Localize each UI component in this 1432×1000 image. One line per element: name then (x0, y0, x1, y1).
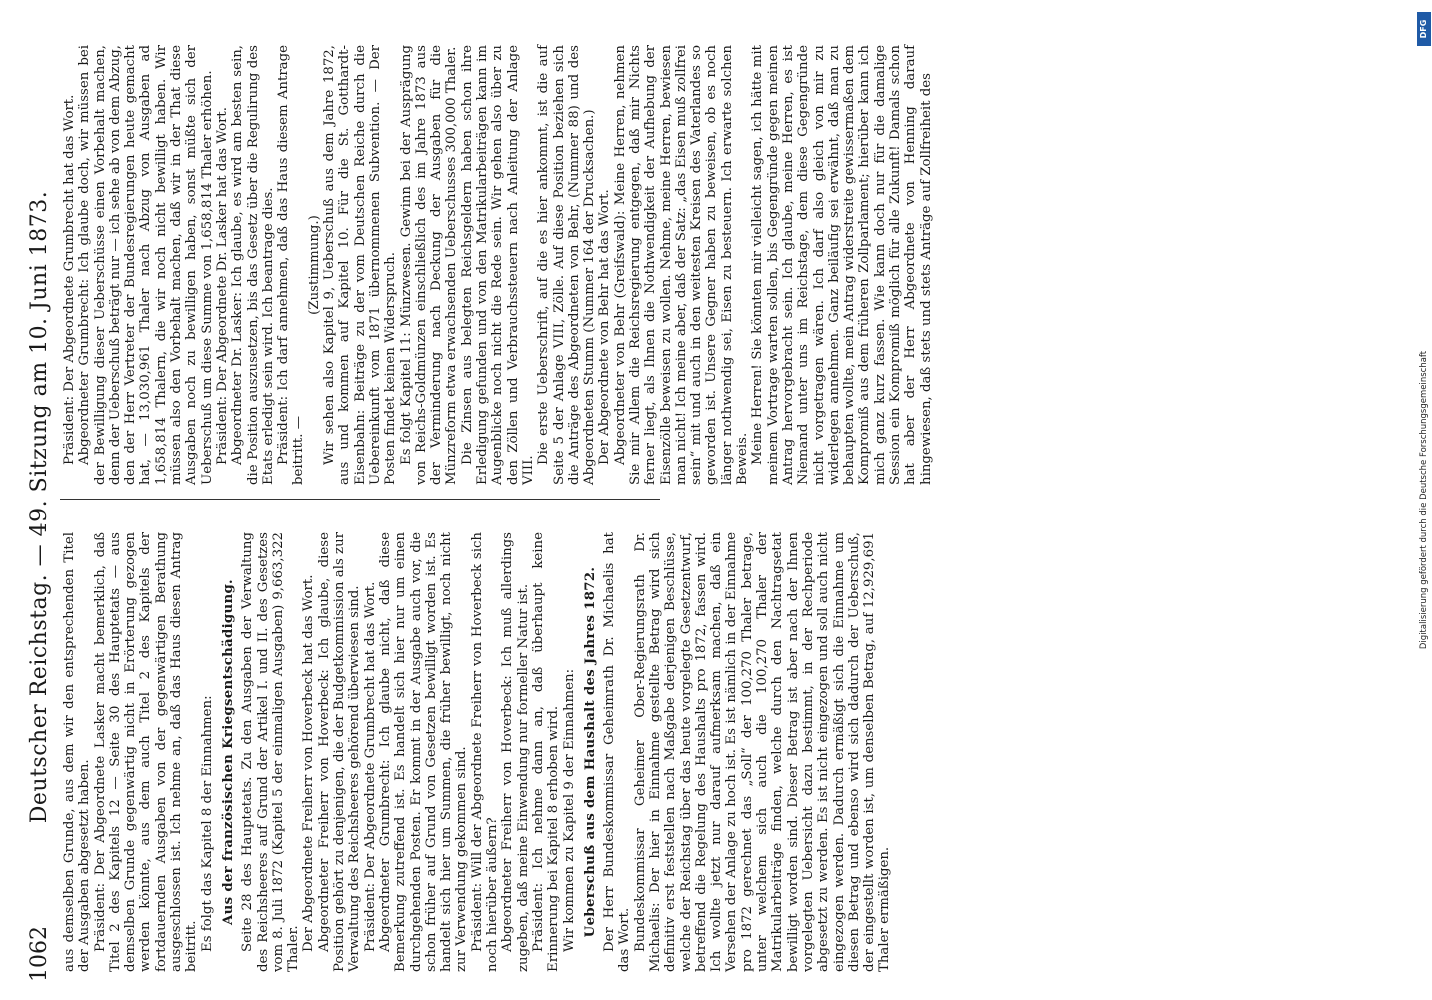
paragraph: Der Abgeordnete Freiherr von Hoverbeck hat das Wort. (301, 574, 317, 952)
paragraph: Seite 28 des Hauptetats. Zu den Ausgaben der Verwaltung des Reichsheeres auf Grund der Artikel I. und II. des Gesetzes vom 8. Juli 1872 (Kapitel 5 der einmaligen Ausgaben) 9,663,322 Thaler. (240, 532, 302, 972)
digitization-footer (1419, 0, 1432, 1000)
paragraph: Die Zinsen aus belegten Reichsgeldern haben schon ihre Erledigung gefunden und von den Matrikularbeiträgen kann im Augenblicke noch nicht die Rede sein. Wir gehen also über zu den Zöllen und Verbrauchssteuern nach Anleitung der Anlage VIII. (459, 45, 536, 485)
paragraph: aus demselben Grunde, aus dem wir den entsprechenden Titel der Ausgaben abgesetzt haben. (62, 532, 93, 972)
paragraph: Der Abgeordnete von Behr hat das Wort. (597, 189, 613, 465)
paragraph: Abgeordneter Grumbrecht: Ich glaube nicht, daß diese Bemerkung zutreffend ist. Es handelt sich hier nur um einen durchgehenden Posten. Er kommt in der Ausgabe auch vor, die schon früher auf Grund von Gesetzen bewilligt worden ist. Es handelt sich hier um Summen, die früher bewilligt, noch nicht zur Verwendung gekommen sind. (377, 532, 470, 972)
paragraph: Präsident: Der Abgeordnete Lasker macht bemerklich, daß Titel 2 des Kapitels 12 — Seite 30 des Hauptetats — aus demselben Grunde gegenwärtig nicht in Erörterung gezogen werden könnte, aus dem auch Titel 2 des Kapitels der fortdauernden Ausgaben von der gegenwärtigen Berathung ausgeschlossen ist. Ich nehme an, daß das Haus diesen Antrag beitritt. (92, 532, 200, 972)
dfg-logo (1417, 12, 1431, 46)
page-title: Deutscher Reichstag. — 49. Sitzung am 10. Juni 1873. (27, 190, 52, 824)
page-number: 1062 (27, 926, 52, 982)
paragraph: Wir kommen zu Kapitel 9 der Einnahmen: (561, 668, 577, 952)
paragraph: Präsident: Ich nehme dann an, daß überhaupt keine Erinnerung bei Kapitel 8 erhoben wird. (530, 532, 562, 972)
page-header (20, 32, 60, 982)
paragraph: Abgeordneter Dr. Lasker: Ich glaube, es wird am besten sein, die Position auszusetzen, bis das Gesetz über die Regulirung des Etats erledigt sein wird. Ich beantrage dies. (230, 45, 276, 485)
paragraph: Präsident: Ich darf annehmen, daß das Haus diesem Antrage beitritt. — (276, 45, 307, 485)
paragraph: Abgeordneter von Behr (Greifswald): Meine Herren, nehmen Sie mir Allem die Reichsregierung entgegen, daß mir Nichts ferner liegt, als Ihnen die Nothwendigkeit der Aufhebung der Eisenzölle beweisen zu wollen. Nehme, meine Herren, bewiesen man nicht! Ich meine aber, daß der Satz: „das Eisen muß zollfrei sein“ mit und auch in den weitesten Kreisen des Vaterlandes so geworden ist. Unsere Gegner haben zu beweisen, ob es noch länger nothwendig sei, Eisen zu besteuern. Ich erwarte solchen Beweis. (612, 45, 751, 485)
paragraph: Abgeordneter Freiherr von Hoverbeck: Ich glaube, diese Position gehört zu denjenigen, die der Budgetkommission als zur Verwaltung des Reichsheeres gehörend überwiesen sind. (316, 532, 363, 972)
paragraph: Es folgt das Kapitel 8 der Einnahmen: (199, 695, 215, 952)
section-heading: Ueberschuß aus dem Haushalt des Jahres 1872. (582, 566, 598, 938)
paragraph: Meine Herren! Sie könnten mir vielleicht sagen, ich hätte mit meinem Vortrage warten sollen, bis Gegengründe gegen meinen Antrag hervorgebracht sein. Ich glaube, meine Herren, es ist Niemand unter uns im Reichstage, dem diese Gegengründe nicht vorgetragen wären. Ich darf also gleich von mir zu widerlegen annehmen. Ganz beiläufig sei erwähnt, daß man zu behaupten wollte, mein Antrag widerstreite gewissermaßen dem Kompromiß aus dem früheren Zollparlament; hierüber kann ich mich ganz kurz fassen. Wie kann doch nur für die damalige Session ein Kompromiß möglich für alle Zukunft! Damals schon hat aber der Herr Abgeordnete von Henning darauf hingewiesen, daß stets und stets Anträge auf Zollfreiheit des (750, 45, 934, 485)
section-heading: Aus der französischen Kriegsentschädigung. (220, 579, 236, 925)
paragraph: Der Herr Bundeskommissar Geheimrath Dr. Michaelis hat das Wort. (602, 532, 633, 972)
paragraph: Präsident: Der Abgeordnete Grumbrecht hat das Wort. (62, 94, 77, 465)
paragraph: Die erste Ueberschrift, auf die es hier ankommt, ist die auf Seite 5 der Anlage VIII, Zölle. Auf diese Position beziehen sich die Anträge des Abgeordneten von Behr, (Nummer 88) und des Abgeordneten Stumm (Nummer 164 der Drucksachen.) (536, 45, 598, 485)
paragraph: Abgeordneter Freiherr von Hoverbeck: Ich muß allerdings zugeben, daß meine Einwendung nur formeller Natur ist. (500, 532, 531, 972)
paragraph: Präsident: Der Abgeordnete Dr. Lasker hat das Wort. (214, 106, 230, 465)
paragraph: Präsident: Will der Abgeordnete Freiherr von Hoverbeck sich noch hierüber äußern? (469, 532, 501, 972)
right-column (62, 45, 934, 485)
paragraph: Präsident: Der Abgeordnete Grumbrecht hat das Wort. (362, 581, 378, 952)
digitization-note: Digitalisierung gefördert durch die Deutsche Forschungsgemeinschaft (1419, 350, 1429, 650)
dfg-logo-text: DFG (1419, 19, 1428, 39)
paragraph: Bundeskommissar Geheimer Ober-Regierungsrath Dr. Michaelis: Der hier in Einnahme gestellte Betrag wird sich definitiv erst feststellen nach Maßgabe derjenigen Beschlüsse, welche der Reichstag über das heute vorgelegte Gesetzentwurf, betreffend die Regelung des Haushalts pro 1872, fassen wird. Ich wollte jetzt nur darauf aufmerksam machen, daß ein Versehen der Anlage zu hoch ist. Es ist nämlich in der Einnahme pro 1872 gerechnet das „Soll“ der 100,270 Thaler betrage, unter welchem sich auch die 100,270 Thaler der Matrikularbeiträge finden, welche durch den Nachtragsetat bewilligt worden sind. Dieser Betrag ist aber nach der Ihnen vorgelegten Uebersicht dazu bestimmt, in der Rechperiode abgesetzt zu werden. Es ist nicht eingezogen und soll auch nicht eingezogen werden. Dadurch ermäßigt sich die Einnahme um diesen Betrag und ebenso wird sich dadurch der Ueberschuß, der eingestellt worden ist, um denselben Betrag, auf 12,929,691 Thaler ermäßigen. (632, 532, 893, 972)
column-divider (60, 499, 660, 500)
left-column (62, 532, 893, 972)
interjection: (Zustimmung.) (306, 215, 322, 315)
paragraph: Es folgt Kapitel 11: Münzwesen. Gewinn bei der Ausprägung von Reichs-Goldmünzen einschließlich des im Jahre 1873 aus der Verminderung nach Deckung der Ausgaben für die Münzreform etwa erwachsenden Ueberschusses 300,000 Thaler. (398, 45, 460, 485)
paragraph: Wir sehen also Kapitel 9, Ueberschuß aus dem Jahre 1872, aus und kommen auf Kapitel 10. Für die St. Gotthardt-Eisenbahn: Beiträge zu der vom Deutschen Reiche durch die Uebereinkunft vom 1871 übernommenen Subvention. — Der Posten findet keinen Widerspruch. (322, 45, 399, 485)
paragraph: Abgeordneter Grumbrecht: Ich glaube doch, wir müssen bei der Bewilligung dieser Ueberschüsse einen Vorbehalt machen, denn der Ueberschuß beträgt nur — ich sehe ab von dem Abzug, den der Herr Vertreter der Bundesregierungen heute gemacht hat, — 13,030,961 Thaler nach Abzug von Ausgaben ad 1,658,814 Thalern, die wir noch nicht bewilligt haben. Wir müssen also den Vorbehalt machen, daß wir in der That diese Ausgaben noch zu bewilligen haben, sonst müßte sich der Ueberschuß um diese Summe von 1,658,814 Thaler erhöhen. (77, 45, 215, 485)
